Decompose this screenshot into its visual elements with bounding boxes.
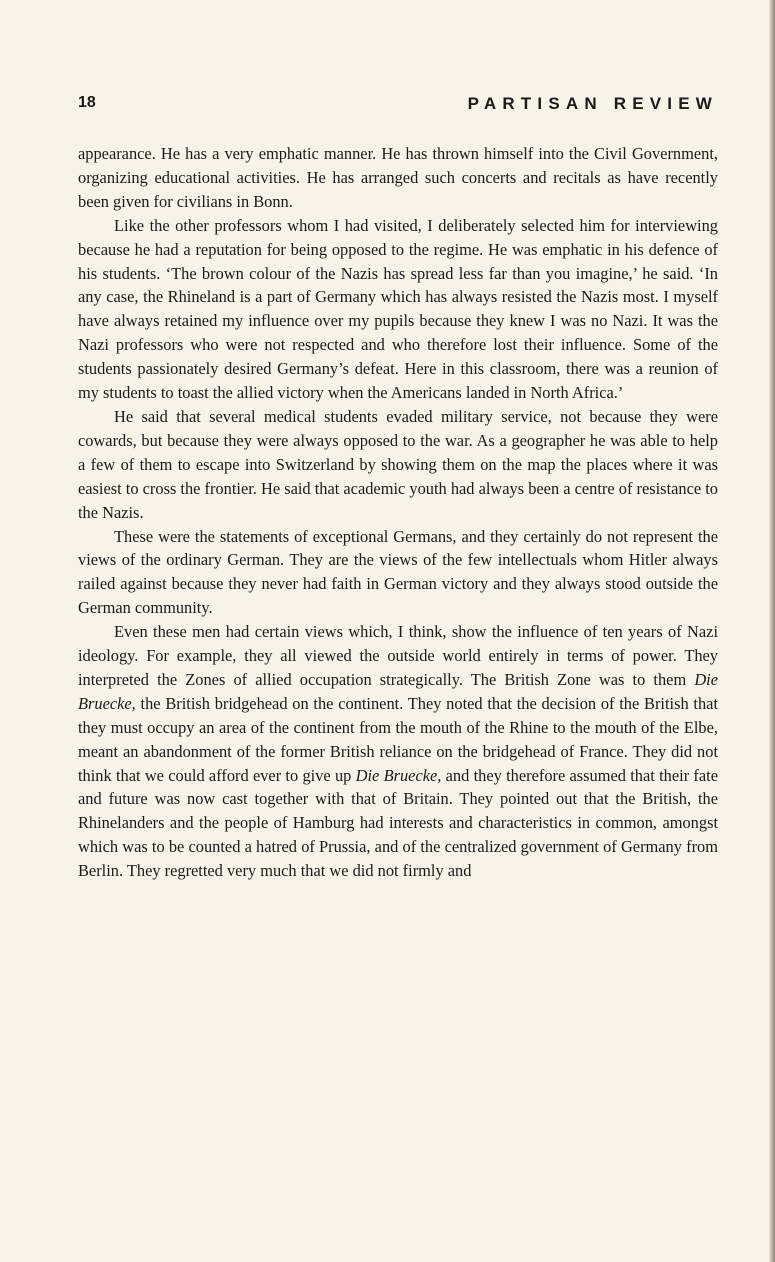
running-header [78, 94, 718, 118]
running-title: PARTISAN REVIEW [467, 94, 718, 113]
page-number: 18 [78, 94, 96, 111]
italic-term: Die Bruecke, [78, 669, 718, 713]
paragraph-text: and they therefore assumed that their fate and future was now cast together with that of Britain. They pointed out that the British, the Rhinelanders and the people of Hamburg had interests and characteristics in common, amongst which was to be counted a hatred of Prussia, and of the centralized government of Germany from Berlin. They regretted very much that we did not firmly and [78, 765, 718, 881]
paragraph-text: the British bridgehead on the continent. They noted that the decision of the British that they must occupy an area of the continent from the mouth of the Rhine to the mouth of the Elbe, meant an abandonment of the former British reliance on the bridgehead of France. They did not think that we could afford ever to give up [78, 693, 718, 785]
page-edge-shadow [769, 0, 775, 1262]
paragraph-1 [78, 142, 718, 214]
paragraph-text: Like the other professors whom I had visited, I deliberately selected him for interviewing because he had a reputation for being opposed to the regime. He was emphatic in his defence of his students. ‘The brown colour of the Nazis has spread less far than you imagine,’ he said. ‘In any case, the Rhineland is a part of Germany which has always resisted the Nazis most. I myself have always retained my influence over my pupils because they knew I was no Nazi. It was the Nazi professors who were not respected and who therefore lost their influence. Some of the students passionately desired Germany’s defeat. Here in this classroom, there was a reunion of my students to toast the allied victory when the Americans landed in North Africa.’ [78, 215, 718, 403]
paragraph-text: These were the statements of exceptional Germans, and they certainly do not represent the views of the ordinary German. They are the views of the few intellectuals whom Hitler always railed against because they never had faith in German victory and they always stood outside the German community. [78, 526, 718, 618]
italic-term: Die Bruecke, [355, 765, 442, 785]
paragraph-text: appearance. He has a very emphatic manner. He has thrown himself into the Civil Government, organizing educational activities. He has arranged such concerts and recitals as have recently been given for civilians in Bonn. [78, 144, 718, 211]
paragraph-5 [78, 620, 718, 883]
paragraph-2 [78, 214, 718, 405]
article-body [78, 142, 718, 883]
paragraph-4 [78, 525, 718, 621]
paragraph-text: Even these men had certain views which, I think, show the influence of ten years of Nazi ideology. For example, they all viewed the outside world entirely in terms of power. They interpreted the Zones of allied occupation strategically. The British Zone was to them [78, 622, 718, 689]
paragraph-3 [78, 405, 718, 525]
paragraph-text: He said that several medical students evaded military service, not because they were cowards, but because they were always opposed to the war. As a geographer he was able to help a few of them to escape into Switzerland by showing them on the map the places where it was easiest to cross the frontier. He said that academic youth had always been a centre of resistance to the Nazis. [78, 406, 718, 522]
